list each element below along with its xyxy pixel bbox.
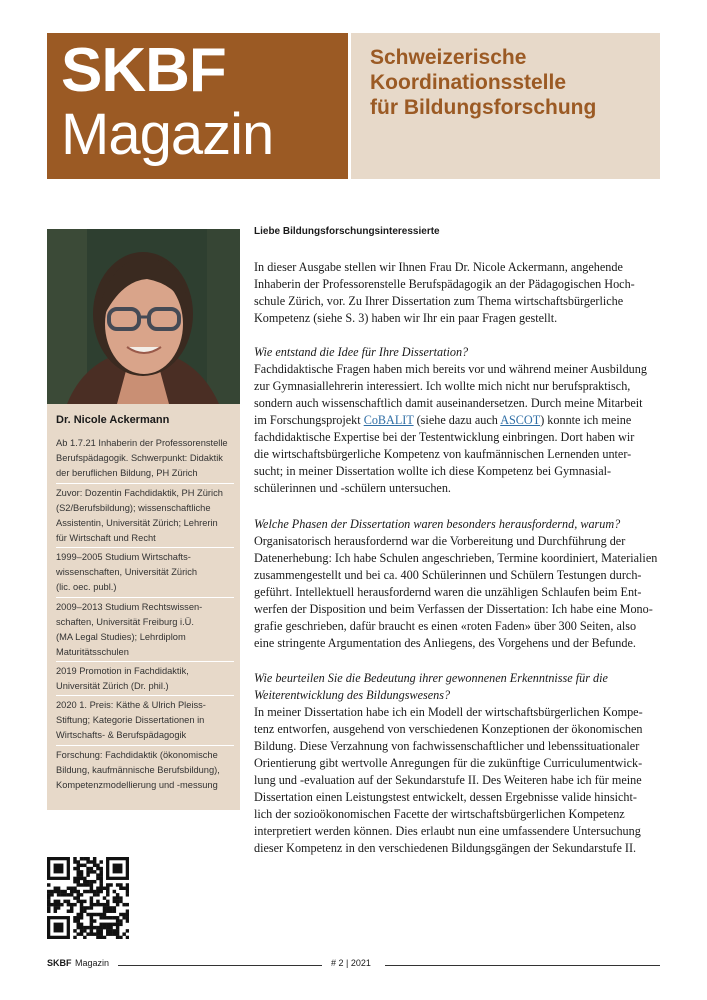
text-line: zusammengestellt und bei ca. 400 Schülerinnen und Schülern Testungen durch- [254,568,642,582]
text-line: schule Zürich, vor. Zu Ihrer Dissertation zum Thema wirtschaftsbürgerliche [254,294,624,308]
footer-magazin: Magazin [75,958,110,968]
institution-line: Koordinationsstelle [370,71,567,94]
bio-line: Berufspädagogik. Schwerpunkt: Didaktik [56,453,223,463]
footer-issue: # 2 | 2021 [331,958,371,968]
bio-entry [56,486,238,546]
text-fragment: (siehe dazu auch [413,413,501,427]
institution-line: für Bildungsforschung [370,96,597,119]
cobalit-link[interactable]: CoBALIT [363,413,414,427]
bio-entry [56,698,238,743]
bio-line: Assistentin, Universität Zürich; Lehrerin [56,518,218,528]
ascot-link[interactable]: ASCOT [500,413,541,427]
text-line: In dieser Ausgabe stellen wir Ihnen Frau Dr. Nicole Ackermann, angehende [254,260,623,274]
text-fragment: im Forschungsprojekt [254,413,364,427]
bio-line: Bildung, kaufmännische Berufsbildung), [56,765,220,775]
portrait-photo [47,229,240,404]
text-line: Inhaberin der Professorenstelle Berufspädagogik an der Pädagogischen Hoch- [254,277,635,291]
question-2: Welche Phasen der Dissertation waren besonders herausfordernd, warum? [254,517,621,531]
footer-rule [118,965,322,966]
footer-rule [385,965,660,966]
qr-code-graphic [47,857,129,939]
bio-divider [56,661,234,662]
bio-line: Ab 1.7.21 Inhaberin der Professorenstelle [56,438,228,448]
text-line: Orientierung gibt wertvolle Anregungen für die zukünftige Curriculumentwick- [254,756,643,770]
bio-line: Forschung: Fachdidaktik (ökonomische [56,750,218,760]
brand-title: SKBF [61,36,226,105]
bio-line: 2009–2013 Studium Rechtswissen- [56,602,203,612]
bio-line: 1999–2005 Studium Wirtschafts- [56,552,191,562]
text-line: schülerinnen und -schülern untersuchen. [254,481,451,495]
bio-divider [56,547,234,548]
text-fragment: ) konnte ich meine [540,413,632,427]
bio-line: Zuvor: Dozentin Fachdidaktik, PH Zürich [56,488,223,498]
bio-panel [47,404,240,810]
bio-line: 2019 Promotion in Fachdidaktik, [56,666,189,676]
institution-line: Schweizerische [370,46,527,69]
text-line: Bildung. Diese Verzahnung von fachwissenschaftlicher und lebenssituationaler [254,739,640,753]
text-line: interpretiert werden können. Dies erlaubt nun eine umfassendere Untersuchung [254,824,641,838]
bio-entry [56,748,238,793]
text-line-with-links [254,412,664,429]
bio-line: wissenschaften, Universität Zürich [56,567,198,577]
bio-line: der beruflichen Bildung, PH Zürich [56,468,198,478]
text-line: grafie geschrieben, dafür braucht es einen «roten Faden» über 300 Seiten, also [254,619,637,633]
text-line: die wirtschaftsbürgerliche Kompetenz von kaufmännischen Lernenden unter- [254,447,632,461]
question-1: Wie entstand die Idee für Ihre Dissertation? [254,345,469,359]
bio-divider [56,483,234,484]
bio-divider [56,695,234,696]
bio-entry [56,436,238,481]
brand-subtitle: Magazin [61,102,274,167]
bio-line: Maturitätsschulen [56,647,129,657]
brand-block [47,33,348,179]
bio-entry [56,600,238,660]
institution-block [351,33,660,179]
answer-1 [254,344,664,497]
question-3: Wie beurteilen Sie die Bedeutung ihrer gewonnenen Erkenntnisse für die [254,671,608,685]
text-line: dieser Kompetenz in den verschiedenen Bildungsgängen der Sekundarstufe II. [254,841,637,855]
answer-3 [254,670,664,857]
text-line: werfen der Disposition und beim Verfassen der Dissertation: Ich habe eine Mono- [254,602,653,616]
text-line: Organisatorisch herausfordernd war die Vorbereitung und Durchführung der [254,534,626,548]
answer-2 [254,516,664,652]
bio-line: schaften, Universität Freiburg i.Ü. [56,617,194,627]
text-line: zur Gymnasiallehrerin interessiert. Ich wollte mich nicht nur berufspraktisch, [254,379,631,393]
bio-name: Dr. Nicole Ackermann [56,414,170,426]
bio-divider [56,597,234,598]
bio-line: Kompetenzmodellierung und -messung [56,780,218,790]
text-line: Dissertation einen Leistungstest entwickelt, dessen Ergebnisse valide hinsicht- [254,790,637,804]
bio-line: für Wirtschaft und Recht [56,533,156,543]
bio-line: (lic. oec. publ.) [56,582,117,592]
bio-entry [56,550,238,595]
bio-line: 2020 1. Preis: Käthe & Ulrich Pleiss- [56,700,206,710]
bio-line: Stiftung; Kategorie Dissertationen in [56,715,205,725]
text-line: Datenerhebung: Ich habe Schulen angeschrieben, Termine koordiniert, Materialien [254,551,658,565]
text-line: sucht; in meiner Dissertation wollte ich diese Kompetenz bei Gymnasial- [254,464,612,478]
bio-entry [56,664,238,694]
text-line: lich der sozioökonomischen Facette der wirtschaftsbürgerlichen Kompetenz [254,807,625,821]
text-line: Fachdidaktische Fragen haben mich bereits vor und während meiner Ausbildung [254,362,647,376]
bio-line: (S2/Berufsbildung); wissenschaftliche [56,503,211,513]
text-line: eine stringente Argumentation des Anliegens, des Vorgehens und der Befunde. [254,636,636,650]
bio-line: Wirtschafts- & Berufspädagogik [56,730,187,740]
bio-line: (MA Legal Studies); Lehrdiplom [56,632,186,642]
question-3: Weiterentwicklung des Bildungswesens? [254,688,451,702]
text-line: Kompetenz (siehe S. 3) haben wir Ihr ein paar Fragen gestellt. [254,311,558,325]
intro-paragraph [254,259,664,327]
text-line: geführt. Intellektuell herausfordernd waren die unzähligen Schlaufen beim Ent- [254,585,642,599]
footer-brand: SKBF [47,958,72,968]
text-line: tenz entworfen, ausgehend von verschiedenen Konzeptionen der ökonomischen [254,722,643,736]
bio-divider [56,745,234,746]
qr-code[interactable] [47,857,129,939]
salutation: Liebe Bildungsforschungsinteressierte [254,226,440,237]
text-line: sondern auch wissenschaftlich damit auseinandersetzen. Durch meine Mitarbeit [254,396,643,410]
text-line: In meiner Dissertation habe ich ein Modell der wirtschaftsbürgerlichen Kompe- [254,705,643,719]
bio-line: Universität Zürich (Dr. phil.) [56,681,169,691]
text-line: fachdidaktische Expertise bei der Testentwicklung einbringen. Dort haben wir [254,430,635,444]
text-line: lung und -evaluation auf der Sekundarstufe II. Des Weiteren habe ich für meine [254,773,642,787]
portrait-illustration [47,229,240,404]
